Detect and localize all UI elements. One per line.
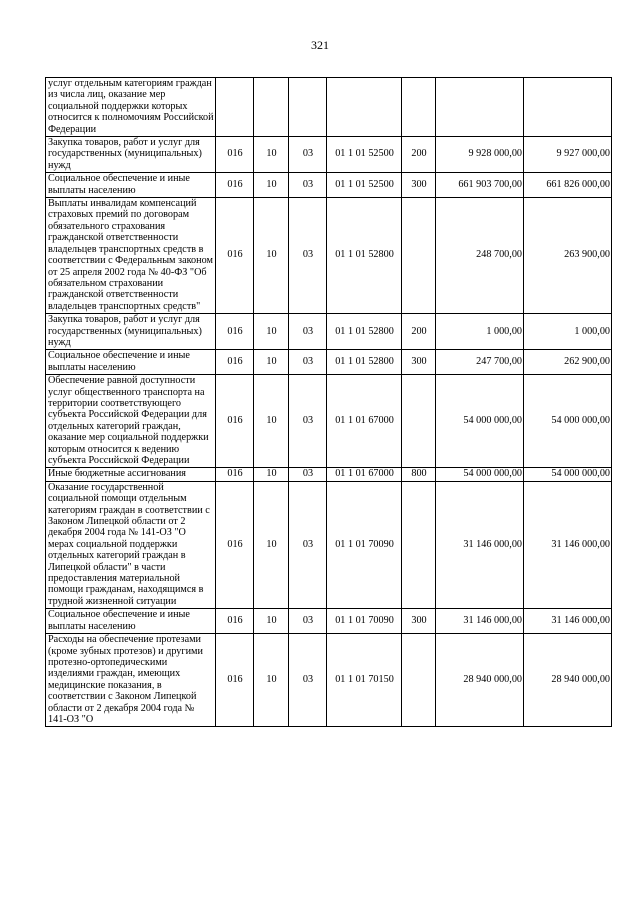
row-ministry-code-cell: 016 [216,375,254,468]
row-ministry-code-cell: 016 [216,314,254,350]
row-expense-type-cell [402,634,436,727]
row-amount-year2-cell: 54 000 000,00 [524,468,612,481]
row-name-cell: Социальное обеспечение и иные выплаты населению [46,609,216,634]
row-section-cell: 10 [254,481,289,608]
row-amount-year1-cell: 31 146 000,00 [436,481,524,608]
row-target-article-cell: 01 1 01 70150 [327,634,402,727]
row-section-cell: 10 [254,137,289,173]
row-ministry-code-cell: 016 [216,350,254,375]
row-ministry-code-cell: 016 [216,634,254,727]
row-name-cell: Расходы на обеспечение протезами (кроме зубных протезов) и другими протезно-ортопедическими изделиями граждан, имеющих медицинские показания, в соответствии с Законом Липецкой области от 2 декабря 2004 года № 141-ОЗ "О [46,634,216,727]
row-expense-type-cell [402,481,436,608]
row-ministry-code-cell: 016 [216,609,254,634]
row-section-cell: 10 [254,375,289,468]
row-section-cell: 10 [254,350,289,375]
row-amount-year2-cell: 54 000 000,00 [524,375,612,468]
row-ministry-code-cell [216,78,254,137]
table-row [46,468,612,481]
row-target-article-cell: 01 1 01 52800 [327,198,402,314]
row-subsection-cell [289,78,327,137]
row-expense-type-cell: 300 [402,173,436,198]
row-amount-year1-cell: 248 700,00 [436,198,524,314]
row-section-cell: 10 [254,198,289,314]
row-name-cell: Выплаты инвалидам компенсаций страховых премий по договорам обязательного страхования гражданской ответственности владельцев транспортных средств в соответствии с Федеральным законом от 25 апреля 2002 года № 40-ФЗ "Об обязательном страховании гражданской ответственности владельцев транспортных средств" [46,198,216,314]
row-expense-type-cell [402,198,436,314]
row-amount-year2-cell: 31 146 000,00 [524,609,612,634]
row-amount-year1-cell: 28 940 000,00 [436,634,524,727]
row-section-cell: 10 [254,314,289,350]
row-amount-year2-cell [524,78,612,137]
row-ministry-code-cell: 016 [216,198,254,314]
row-name-cell: Социальное обеспечение и иные выплаты населению [46,350,216,375]
row-amount-year1-cell: 31 146 000,00 [436,609,524,634]
row-expense-type-cell [402,78,436,137]
row-amount-year1-cell: 247 700,00 [436,350,524,375]
row-target-article-cell: 01 1 01 70090 [327,481,402,608]
row-amount-year1-cell: 1 000,00 [436,314,524,350]
row-name-cell: Закупка товаров, работ и услуг для государственных (муниципальных) нужд [46,137,216,173]
row-subsection-cell: 03 [289,634,327,727]
row-target-article-cell: 01 1 01 52500 [327,173,402,198]
row-amount-year2-cell: 31 146 000,00 [524,481,612,608]
budget-table [45,77,612,727]
row-subsection-cell: 03 [289,609,327,634]
row-subsection-cell: 03 [289,375,327,468]
page-number: 321 [311,38,329,52]
row-name-cell: Обеспечение равной доступности услуг общественного транспорта на территории соответствующего субъекта Российской Федерации для отдельных категорий граждан, оказание мер социальной поддержки которым относится к ведению субъекта Российской Федерации [46,375,216,468]
row-expense-type-cell: 300 [402,609,436,634]
row-subsection-cell: 03 [289,173,327,198]
row-amount-year2-cell: 263 900,00 [524,198,612,314]
row-target-article-cell: 01 1 01 67000 [327,468,402,481]
row-target-article-cell: 01 1 01 52800 [327,314,402,350]
row-amount-year2-cell: 28 940 000,00 [524,634,612,727]
row-subsection-cell: 03 [289,468,327,481]
row-target-article-cell: 01 1 01 52500 [327,137,402,173]
row-expense-type-cell: 800 [402,468,436,481]
row-amount-year1-cell: 661 903 700,00 [436,173,524,198]
row-section-cell [254,78,289,137]
row-amount-year2-cell: 262 900,00 [524,350,612,375]
table-row [46,173,612,198]
table-row [46,350,612,375]
row-section-cell: 10 [254,634,289,727]
table-row [46,198,612,314]
row-ministry-code-cell: 016 [216,173,254,198]
row-section-cell: 10 [254,173,289,198]
row-name-cell: Социальное обеспечение и иные выплаты населению [46,173,216,198]
table-row [46,634,612,727]
row-subsection-cell: 03 [289,314,327,350]
row-ministry-code-cell: 016 [216,468,254,481]
table-row [46,78,612,137]
row-ministry-code-cell: 016 [216,137,254,173]
row-subsection-cell: 03 [289,350,327,375]
row-subsection-cell: 03 [289,481,327,608]
row-target-article-cell [327,78,402,137]
row-amount-year2-cell: 1 000,00 [524,314,612,350]
table-row [46,481,612,608]
row-target-article-cell: 01 1 01 70090 [327,609,402,634]
row-amount-year2-cell: 661 826 000,00 [524,173,612,198]
row-expense-type-cell [402,375,436,468]
row-amount-year1-cell: 54 000 000,00 [436,375,524,468]
row-amount-year1-cell: 9 928 000,00 [436,137,524,173]
table-row [46,314,612,350]
row-target-article-cell: 01 1 01 52800 [327,350,402,375]
row-section-cell: 10 [254,609,289,634]
table-row [46,375,612,468]
row-ministry-code-cell: 016 [216,481,254,608]
table-row [46,609,612,634]
row-expense-type-cell: 300 [402,350,436,375]
row-subsection-cell: 03 [289,198,327,314]
row-target-article-cell: 01 1 01 67000 [327,375,402,468]
row-expense-type-cell: 200 [402,314,436,350]
row-name-cell: Закупка товаров, работ и услуг для государственных (муниципальных) нужд [46,314,216,350]
row-name-cell: услуг отдельным категориям граждан из числа лиц, оказание мер социальной поддержки которых относится к полномочиям Российской Федерации [46,78,216,137]
row-amount-year2-cell: 9 927 000,00 [524,137,612,173]
row-name-cell: Оказание государственной социальной помощи отдельным категориям граждан в соответствии с Законом Липецкой области от 2 декабря 2004 года № 141-ОЗ "О мерах социальной поддержки отдельных категорий граждан в Липецкой области" в части предоставления материальной помощи гражданам, находящимся в трудной жизненной ситуации [46,481,216,608]
row-section-cell: 10 [254,468,289,481]
table-row [46,137,612,173]
row-subsection-cell: 03 [289,137,327,173]
row-amount-year1-cell [436,78,524,137]
row-name-cell: Иные бюджетные ассигнования [46,468,216,481]
row-amount-year1-cell: 54 000 000,00 [436,468,524,481]
row-expense-type-cell: 200 [402,137,436,173]
